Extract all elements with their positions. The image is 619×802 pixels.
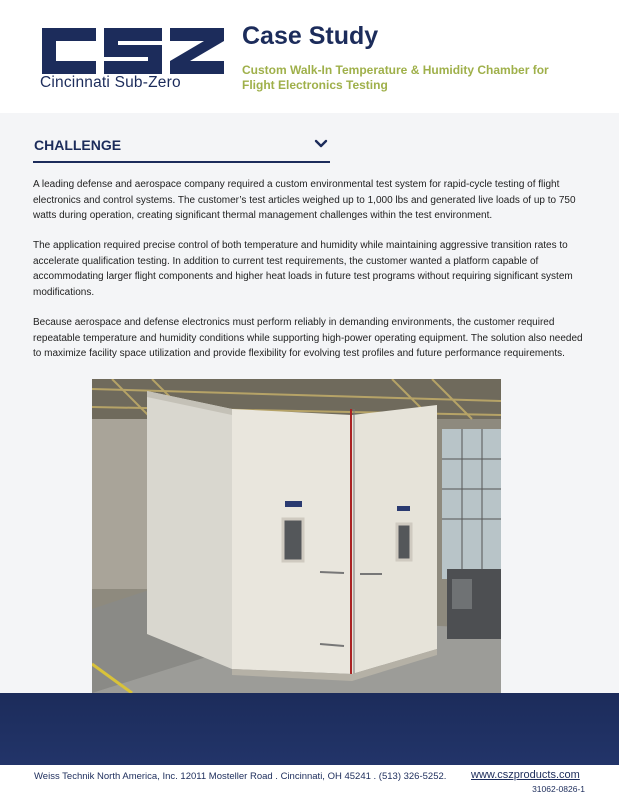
footer-address: Weiss Technik North America, Inc. 12011 Mosteller Road . Cincinnati, OH 45241 . (513) 326-5252.	[34, 771, 447, 782]
chamber-photo	[92, 379, 501, 693]
page-title: Case Study	[242, 22, 379, 50]
header	[0, 0, 619, 113]
logo-letter-c	[42, 28, 96, 74]
logo-letter-z	[170, 28, 224, 74]
footer-band	[0, 693, 619, 765]
chevron-down-icon[interactable]	[314, 139, 328, 149]
logo-letter-s	[104, 28, 162, 74]
document-number: 31062-0826-1	[532, 784, 585, 794]
paragraph-1: A leading defense and aerospace company required a custom environmental test system for rapid-cycle testing of flight electronics and control systems. The customer’s test articles weighed up to 1,000 lbs and generated live loads of up to 750 watts during operation, creating significant thermal management challenges within the test environment.	[33, 179, 576, 221]
paragraph-2: The application required precise control of both temperature and humidity while maintaining aggressive transition rates to accelerate qualification testing. In addition to current test requirements, the customer wanted a platform capable of accommodating larger flight components and higher heat loads in future test programs without requiring significant system modifications.	[33, 240, 573, 298]
page-subtitle: Custom Walk-In Temperature & Humidity Chamber for Flight Electronics Testing	[242, 63, 549, 92]
website-link[interactable]: www.cszproducts.com	[471, 769, 580, 781]
paragraph-3: Because aerospace and defense electronics must perform reliably in demanding environments, the customer required repeatable temperature and humidity conditions while supporting high-power operating equipment. The solution also needed to maximize facility space utilization and provide flexibility for evolving test profiles and future performance requirements.	[33, 317, 583, 359]
logo-tagline: Cincinnati Sub-Zero	[40, 74, 181, 91]
section-header-challenge[interactable]	[33, 135, 330, 163]
section-title: CHALLENGE	[34, 137, 122, 153]
